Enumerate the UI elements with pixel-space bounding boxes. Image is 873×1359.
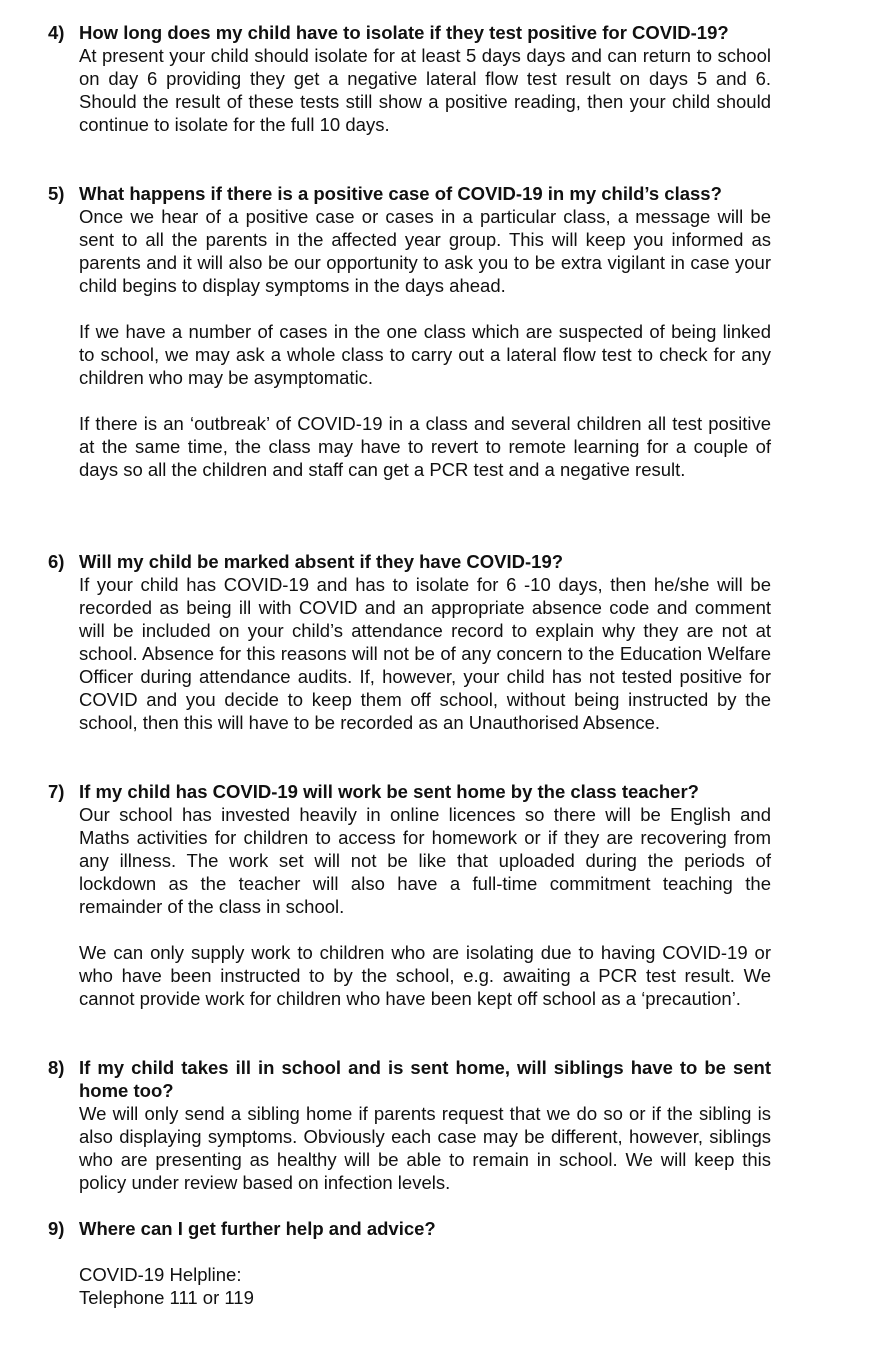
faq-item-7 bbox=[48, 780, 771, 1010]
faq-number: 5) bbox=[48, 183, 65, 204]
faq-answer-paragraph: We will only send a sibling home if parents request that we do so or if the sibling is also displaying symptoms. Obviously each case may be different, however, siblings who are presenting as healthy will be able to remain in school. We will keep this policy under review based on infection levels. bbox=[79, 1103, 771, 1193]
faq-question: If my child takes ill in school and is sent home, will siblings have to be sent home too? bbox=[79, 1057, 771, 1101]
faq-number: 8) bbox=[48, 1057, 65, 1078]
faq-answer-paragraph: We can only supply work to children who are isolating due to having COVID-19 or who have been instructed to by the school, e.g. awaiting a PCR test result. We cannot provide work for children who have been kept off school as a ‘precaution’. bbox=[79, 942, 771, 1009]
faq-question: Where can I get further help and advice? bbox=[79, 1218, 436, 1239]
faq-item-6 bbox=[48, 550, 771, 734]
faq-question: How long does my child have to isolate if they test positive for COVID-19? bbox=[79, 22, 729, 43]
faq-answer-paragraph: At present your child should isolate for at least 5 days days and can return to school on day 6 providing they get a negative lateral flow test result on days 5 and 6. Should the result of these tests still show a positive reading, then your child should continue to isolate for the full 10 days. bbox=[79, 45, 771, 135]
faq-item-9 bbox=[48, 1217, 771, 1240]
faq-answer-paragraph: If your child has COVID-19 and has to isolate for 6 -10 days, then he/she will be recorded as being ill with COVID and an appropriate absence code and comment will be included on your child’s attendance record to explain why they are not at school. Absence for this reasons will not be of any concern to the Education Welfare Officer during attendance audits. If, however, your child has not tested positive for COVID and you decide to keep them off school, without being instructed by the school, then this will have to be recorded as an Unauthorised Absence. bbox=[79, 574, 771, 733]
faq-answer-paragraph: If there is an ‘outbreak’ of COVID-19 in a class and several children all test positive at the same time, the class may have to revert to remote learning for a couple of days so all the children and staff can get a PCR test and a negative result. bbox=[79, 413, 771, 480]
faq-answer-paragraph: If we have a number of cases in the one class which are suspected of being linked to school, we may ask a whole class to carry out a lateral flow test to check for any children who may be asymptomatic. bbox=[79, 321, 771, 388]
faq-item-5 bbox=[48, 182, 771, 481]
faq-number: 7) bbox=[48, 781, 65, 802]
faq-number: 6) bbox=[48, 551, 65, 572]
helpline-telephone: Telephone 111 or 119 bbox=[79, 1287, 254, 1308]
faq-answer-paragraph: Our school has invested heavily in online licences so there will be English and Maths activities for children to access for homework or if they are recovering from any illness. The work set will not be like that uploaded during the periods of lockdown as the teacher will also have a full-time commitment teaching the remainder of the class in school. bbox=[79, 804, 771, 917]
faq-question: What happens if there is a positive case of COVID-19 in my child’s class? bbox=[79, 183, 722, 204]
faq-number: 9) bbox=[48, 1218, 65, 1239]
faq-number: 4) bbox=[48, 22, 65, 43]
faq-item-4 bbox=[48, 21, 771, 136]
helpline-contact bbox=[79, 1263, 771, 1309]
faq-question: If my child has COVID-19 will work be sent home by the class teacher? bbox=[79, 781, 699, 802]
faq-item-8 bbox=[48, 1056, 771, 1194]
faq-question: Will my child be marked absent if they have COVID-19? bbox=[79, 551, 564, 572]
helpline-label: COVID-19 Helpline: bbox=[79, 1264, 242, 1285]
faq-answer-paragraph: Once we hear of a positive case or cases in a particular class, a message will be sent to all the parents in the affected year group. This will keep you informed as parents and it will also be our opportunity to ask you to be extra vigilant in case your child begins to display symptoms in the days ahead. bbox=[79, 206, 771, 296]
